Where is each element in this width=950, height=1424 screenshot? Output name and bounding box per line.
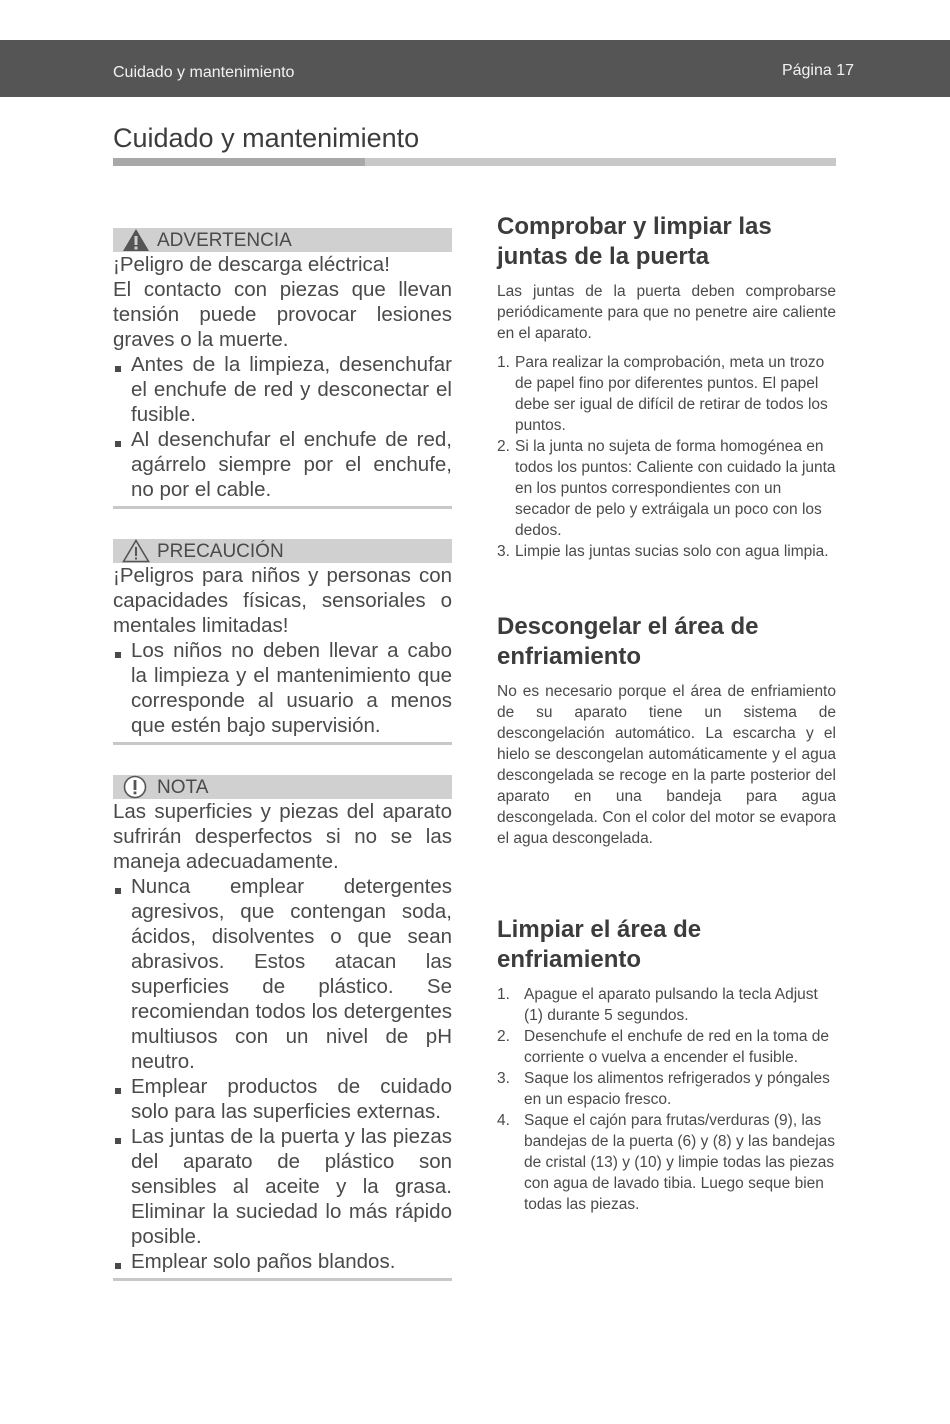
list-item: 4. Saque el cajón para frutas/verduras (9), las bandejas de la puerta (6) y (8) y las bandejas de cristal (13) y (10) y limpie todas las piezas con agua de lavado tibia. Luego seque bien todas las piezas. (497, 1112, 836, 1213)
caution-outline-icon (122, 539, 150, 563)
notice-bullet: Los niños no deben llevar a cabo la limpieza y el mantenimiento que corresponde al usuario a menos que estén bajo supervisión. (113, 638, 452, 738)
list-item: 1. Apague el aparato pulsando la tecla Adjust (1) durante 5 segundos. (497, 986, 818, 1024)
notice-divider (113, 506, 452, 509)
list-item: 2. Si la junta no sujeta de forma homogénea en todos los puntos: Caliente con cuidado la junta en los puntos correspondientes con un secador de pelo y extráigala un poco con los dedos. (497, 438, 836, 539)
list-item: 3. Limpie las juntas sucias solo con agua limpia. (497, 543, 829, 560)
notice-bullet: Emplear solo paños blandos. (113, 1249, 452, 1274)
notice-line: ¡Peligros para niños y personas con capacidades físicas, sensoriales o mentales limitadas! (113, 564, 452, 637)
header-section-name: Cuidado y mantenimiento (113, 64, 295, 81)
page-header (0, 40, 950, 97)
exclamation-circle-icon (122, 775, 150, 799)
section-defrost (497, 612, 836, 849)
notice-line: El contacto con piezas que llevan tensión puede provocar lesiones graves o la muerte. (113, 278, 452, 351)
notice-warning-label: ADVERTENCIA (157, 229, 292, 251)
list-item: 3. Saque los alimentos refrigerados y póngales en un espacio fresco. (497, 1070, 830, 1108)
section-title: Limpiar el área de enfriamiento (497, 916, 702, 973)
notice-caution-label: PRECAUCIÓN (157, 540, 284, 562)
notice-caution (113, 539, 452, 745)
section-door-seals (497, 212, 836, 562)
notice-bullet: Las juntas de la puerta y las piezas del aparato de plástico son sensibles al aceite y la grasa. Eliminar la suciedad lo más rápido posible. (113, 1124, 452, 1249)
instructions-column (497, 212, 836, 1215)
section-title: Descongelar el área de enfriamiento (497, 613, 759, 670)
notice-warning (113, 228, 452, 509)
notices-column (113, 228, 452, 1311)
list-item: 2. Desenchufe el enchufe de red en la toma de corriente o vuelva a encender el fusible. (497, 1028, 830, 1066)
notice-caution-body (113, 563, 452, 738)
section-intro: Las juntas de la puerta deben comprobarse periódicamente para que no penetre aire caliente en el aparato. (497, 283, 836, 342)
warning-filled-icon (122, 228, 150, 252)
title-underline (113, 158, 836, 166)
notice-bullet: Emplear productos de cuidado solo para las superficies externas. (113, 1074, 452, 1124)
notice-line: ¡Peligro de descarga eléctrica! (113, 253, 390, 276)
notice-note-body (113, 799, 452, 1274)
section-title: Comprobar y limpiar las juntas de la puerta (497, 213, 772, 270)
notice-caution-header (113, 539, 452, 563)
page-title: Cuidado y mantenimiento (113, 123, 420, 153)
notice-warning-body (113, 252, 452, 502)
notice-bullet: Nunca emplear detergentes agresivos, que contengan soda, ácidos, disolventes o que sean abrasivos. Estos atacan las superficies de plástico. Se recomiendan todos los detergentes multiusos con un nivel de pH neutro. (113, 874, 452, 1074)
notice-note-label: NOTA (157, 776, 209, 798)
section-intro: No es necesario porque el área de enfriamiento de su aparato tiene un sistema de descongelación automático. La escarcha y el hielo se descongelan automáticamente y el agua descongelada se recoge en la parte posterior del aparato en una bandeja para agua descongelada. Con el color del motor se evapora el agua descongelada. (497, 683, 836, 847)
notice-warning-header (113, 228, 452, 252)
section-clean-cooling-area (497, 915, 836, 1215)
notice-bullet: Al desenchufar el enchufe de red, agárrelo siempre por el enchufe, no por el cable. (113, 427, 452, 502)
notice-bullet: Antes de la limpieza, desenchufar el enchufe de red y desconectar el fusible. (113, 352, 452, 427)
notice-line: Las superficies y piezas del aparato sufrirán desperfectos si no se las maneja adecuadamente. (113, 800, 452, 873)
steps-list (497, 352, 836, 562)
notice-note-header (113, 775, 452, 799)
list-item: 1. Para realizar la comprobación, meta un trozo de papel fino por diferentes puntos. El papel debe ser igual de difícil de retirar de todos los puntos. (497, 354, 828, 434)
notice-divider (113, 1278, 452, 1281)
page-number: Página 17 (781, 62, 854, 79)
notice-divider (113, 742, 452, 745)
notice-note (113, 775, 452, 1281)
steps-list (497, 984, 836, 1215)
